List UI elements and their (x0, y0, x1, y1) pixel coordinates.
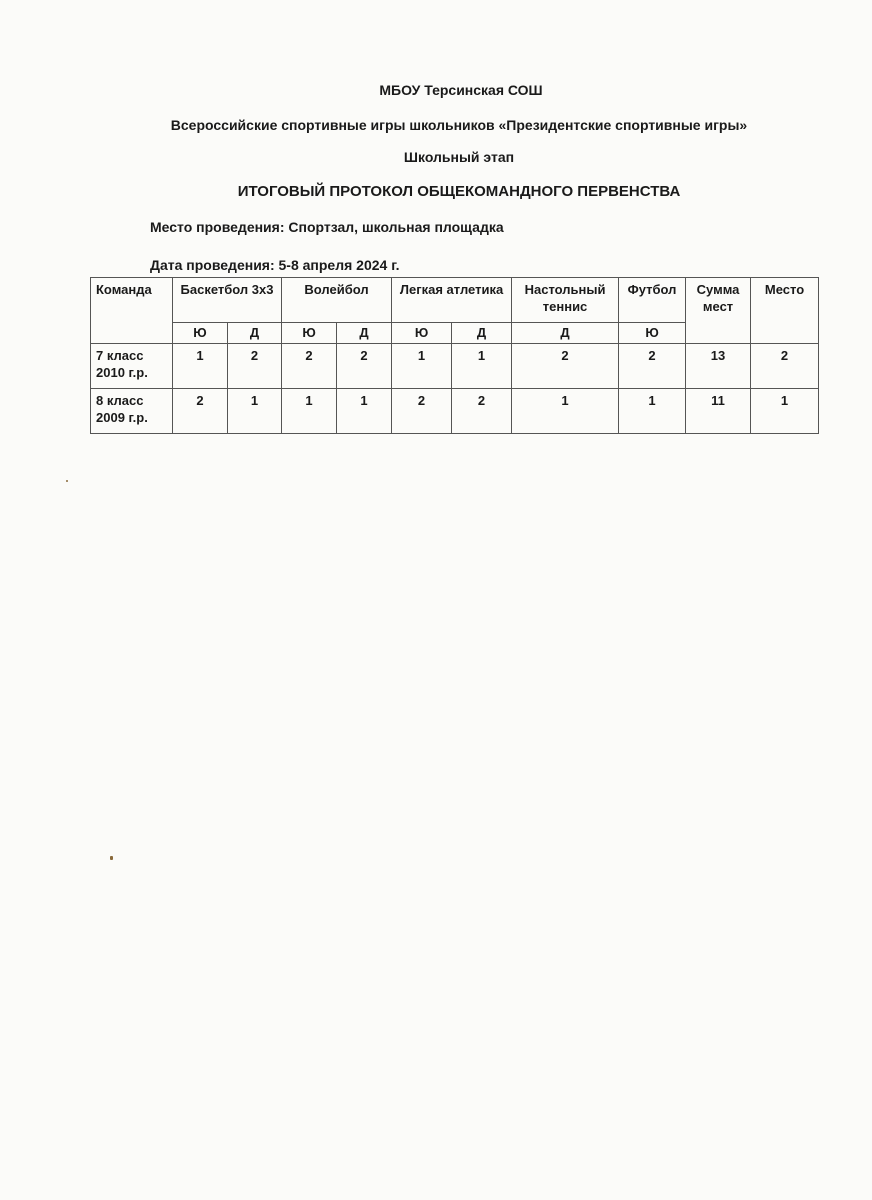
column-header-sum: Сумма мест (686, 278, 751, 344)
subheader-volleyball-boys: Ю (282, 323, 337, 344)
athletics-girls-cell: 1 (452, 344, 512, 389)
subheader-football: Ю (619, 323, 686, 344)
event-title: Всероссийские спортивные игры школьников «Президентские спортивные игры» (170, 117, 748, 133)
results-table (90, 277, 819, 434)
athletics-boys-cell: 2 (392, 389, 452, 434)
athletics-girls-cell: 2 (452, 389, 512, 434)
subheader-table-tennis: Д (512, 323, 619, 344)
basketball-boys-cell: 2 (173, 389, 228, 434)
team-cell: 7 класс 2010 г.р. (91, 344, 173, 389)
volleyball-boys-cell: 1 (282, 389, 337, 434)
volleyball-boys-cell: 2 (282, 344, 337, 389)
table-tennis-cell: 2 (512, 344, 619, 389)
column-header-team: Команда (91, 278, 173, 344)
column-header-basketball: Баскетбол 3х3 (173, 278, 282, 323)
column-header-volleyball: Волейбол (282, 278, 392, 323)
column-header-table-tennis: Настольный теннис (512, 278, 619, 323)
column-header-football: Футбол (619, 278, 686, 323)
team-cell: 8 класс 2009 г.р. (91, 389, 173, 434)
place-cell: 1 (751, 389, 819, 434)
column-header-athletics: Легкая атлетика (392, 278, 512, 323)
paper-speck (66, 480, 68, 482)
football-cell: 2 (619, 344, 686, 389)
basketball-girls-cell: 2 (228, 344, 282, 389)
table-tennis-cell: 1 (512, 389, 619, 434)
sum-cell: 11 (686, 389, 751, 434)
stage-name: Школьный этап (403, 149, 515, 165)
sum-cell: 13 (686, 344, 751, 389)
table-row (91, 389, 819, 434)
table-header-row (91, 278, 819, 323)
athletics-boys-cell: 1 (392, 344, 452, 389)
volleyball-girls-cell: 1 (337, 389, 392, 434)
football-cell: 1 (619, 389, 686, 434)
subheader-volleyball-girls: Д (337, 323, 392, 344)
school-name: МБОУ Терсинская СОШ (379, 82, 543, 98)
subheader-athletics-boys: Ю (392, 323, 452, 344)
subheader-athletics-girls: Д (452, 323, 512, 344)
place-cell: 2 (751, 344, 819, 389)
paper-speck (110, 856, 113, 860)
volleyball-girls-cell: 2 (337, 344, 392, 389)
basketball-boys-cell: 1 (173, 344, 228, 389)
table-row (91, 344, 819, 389)
protocol-title: ИТОГОВЫЙ ПРОТОКОЛ ОБЩЕКОМАНДНОГО ПЕРВЕНСТВА (237, 183, 681, 200)
subheader-basketball-boys: Ю (173, 323, 228, 344)
venue-line: Место проведения: Спортзал, школьная площадка (150, 219, 504, 235)
subheader-basketball-girls: Д (228, 323, 282, 344)
basketball-girls-cell: 1 (228, 389, 282, 434)
date-line: Дата проведения: 5-8 апреля 2024 г. (150, 257, 400, 273)
column-header-place: Место (751, 278, 819, 344)
